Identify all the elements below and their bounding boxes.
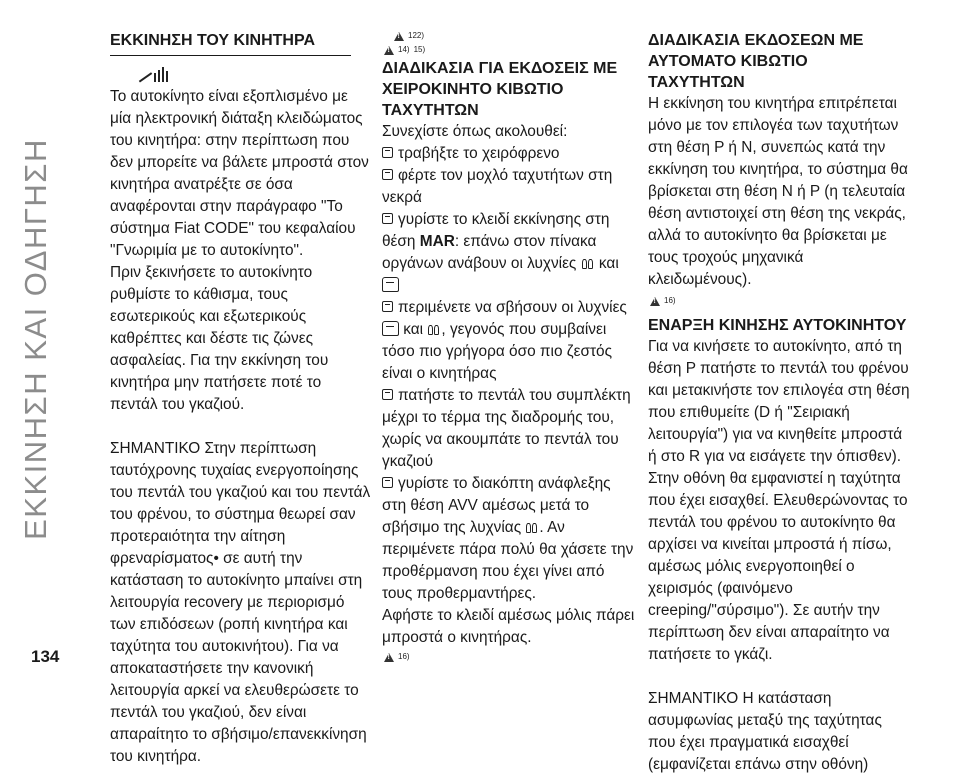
glow-plug-icon bbox=[581, 259, 595, 269]
bars-icon bbox=[154, 66, 168, 82]
warning-light-icon bbox=[382, 277, 399, 292]
bullet-icon bbox=[382, 301, 393, 312]
section-title-manual: ΔΙΑΔΙΚΑΣΙΑ ΓΙΑ ΕΚΔΟΣΕΙΣ ΜΕ ΧΕΙΡΟΚΙΝΗΤΟ ΚΙΒΩΤΙΟ ΤΑΧΥΤΗΤΩΝ bbox=[382, 60, 618, 119]
list-item: φέρτε τον μοχλό ταχυτήτων στη νεκρά bbox=[382, 167, 613, 206]
warning-ref: ! 16) bbox=[384, 651, 636, 663]
column-2 bbox=[382, 30, 636, 665]
list-item: γυρίστε το διακόπτη ανάφλεξης στη θέση AVV αμέσως μετά το σβήσιμο της λυχνίας . Αν περιμένετε πάρα πολύ θα χάσετε την προθέρμανση που έχει γίνει από τους προθερμαντήρες. bbox=[382, 475, 634, 602]
bullet-icon bbox=[382, 477, 393, 488]
paragraph: Η εκκίνηση του κινητήρα επιτρέπεται μόνο με τον επιλογέα των ταχυτήτων στη θέση P ή N, συνεπώς κατά την εκκίνηση του κινητήρα, το σύστημα θα βρίσκεται στη θέση N ή P (η τελευταία θέση αντιστοιχεί στη θέση της νεκράς, αλλά το αυτοκίνητο θα βρίσκεται με τους τροχούς μηχανικά κλειδωμένους). bbox=[648, 95, 908, 288]
list-item: γυρίστε το κλειδί εκκίνησης στη θέση MAR: επάνω στον πίνακα οργάνων ανάβουν οι λυχνίες και bbox=[382, 209, 636, 297]
bullet-icon bbox=[382, 147, 393, 158]
paragraph: Πριν ξεκινήσετε το αυτοκίνητο ρυθμίστε το κάθισμα, τους εσωτερικούς και εξωτερικούς καθρέπτες και δέστε τις ζώνες ασφαλείας. Για την εκκίνηση του κινητήρα μην πατήσετε ποτέ το πεντάλ του γκαζιού. bbox=[110, 264, 329, 413]
paragraph: Το αυτοκίνητο είναι εξοπλισμένο με μία ηλεκτρονική διάταξη κλειδώματος του κινητήρα: στην περίπτωση που δεν μπορείτε να βάλετε μπροστά στον κινητήρα ανατρέξτε σε όσα αναφέρονται στην παράγραφο "Το σύστημα Fiat CODE" του κεφαλαίου "Γνωριμία με το αυτοκίνητο". bbox=[110, 88, 369, 259]
warning-icon bbox=[384, 653, 394, 662]
paragraph-important: ΣΗΜΑΝΤΙΚΟ Στην περίπτωση ταυτόχρονης τυχαίας ενεργοποίησης του πεντάλ του γκαζιού και του πεντάλ του φρένου, το σύστημα θεωρεί σαν προτεραιότητα την αίτηση φρεναρίσματος• σε αυτή την κατάσταση το αυτοκίνητο μπαίνει στη λειτουργία recovery με περιορισμό των επιδόσεων (ροπή κινητήρα και ταχύτητα του αυτοκινήτου). Για να αποκαταστήσετε την κανονική λειτουργία αρκεί να ελευθερώσετε το πεντάλ του γκαζιού, δεν είναι απαραίτητο το σβήσιμο/επανεκκίνηση του κινητήρα. bbox=[110, 440, 371, 765]
list-item: πατήστε το πεντάλ του συμπλέκτη μέχρι το τέρμα της διαδρομής του, χωρίς να ακουμπάτε το πεντάλ του γκαζιού bbox=[382, 387, 631, 470]
warning-light-icon bbox=[382, 321, 399, 336]
note-ref: ! 14) 15) bbox=[384, 44, 636, 56]
paragraph: Για να κινήσετε το αυτοκίνητο, από τη θέση P πατήστε το πεντάλ του φρένου και μετακινήστε τον επιλογέα στη θέση που επιθυμείτε (D ή "Σειριακή λειτουργία") για να κινηθείτε μπροστά ή στο R για να εισάγετε την όπισθεν). Στην οθόνη θα εμφανιστεί η ταχύτητα που έχει εισαχθεί. Ελευθερώνοντας το πεντάλ του φρένου το αυτοκίνητο θα αρχίσει να κινείται μπροστά ή πίσω, αμέσως μόλις ενεργοποιηθεί ο χειρισμός (φαινόμενο creeping/"σύρσιμο"). Σε αυτήν την περίπτωση δεν είναι απαραίτητο να πατήσετε το γκάζι. bbox=[648, 338, 910, 663]
section-side-tab bbox=[0, 0, 72, 678]
title-icons bbox=[136, 66, 372, 82]
bullet-icon bbox=[382, 213, 393, 224]
warning-ref: ! 122) bbox=[394, 30, 636, 42]
intro-text: Συνεχίστε όπως ακολουθεί: bbox=[382, 123, 568, 140]
glow-plug-icon bbox=[427, 325, 441, 335]
page-number: 134 bbox=[31, 647, 60, 666]
column-3 bbox=[648, 30, 910, 776]
bullet-icon bbox=[382, 169, 393, 180]
section-title-drive-off: ΕΝΑΡΞΗ ΚΙΝΗΣΗΣ ΑΥΤΟΚΙΝΗΤΟΥ bbox=[648, 317, 907, 334]
section-side-label: ΕΚΚΙΝΗΣΗ ΚΑΙ ΟΔΗΓΗΣΗ bbox=[18, 138, 53, 540]
bullet-icon bbox=[382, 389, 393, 400]
outro-text: Αφήστε το κλειδί αμέσως μόλις πάρει μπροστά ο κινητήρας. bbox=[382, 607, 635, 646]
warning-icon bbox=[394, 32, 404, 41]
section-title-automatic: ΔΙΑΔΙΚΑΣΙΑ ΕΚΔΟΣΕΩΝ ΜΕ ΑΥΤΟΜΑΤΟ ΚΙΒΩΤΙΟ ΤΑΧΥΤΗΤΩΝ bbox=[648, 32, 864, 91]
paragraph-important: ΣΗΜΑΝΤΙΚΟ Η κατάσταση ασυμφωνίας μεταξύ της ταχύτητας που έχει πραγματικά εισαχθεί (εμφανίζεται επάνω στην οθόνη) bbox=[648, 690, 882, 773]
key-icon bbox=[135, 66, 152, 82]
warning-icon bbox=[650, 297, 660, 306]
glow-plug-icon bbox=[525, 523, 539, 533]
section-title-engine-start: ΕΚΚΙΝΗΣΗ ΤΟΥ ΚΙΝΗΤΗΡΑ bbox=[110, 30, 351, 56]
column-1 bbox=[110, 30, 372, 768]
list-item: τραβήξτε το χειρόφρενο bbox=[382, 143, 636, 165]
warning-icon bbox=[384, 46, 394, 55]
list-item: περιμένετε να σβήσουν οι λυχνίες και , γεγονός που συμβαίνει τόσο πιο γρήγορα όσο πιο ζεστός είναι ο κινητήρας bbox=[382, 299, 627, 382]
warning-ref: ! 16) bbox=[650, 295, 910, 307]
